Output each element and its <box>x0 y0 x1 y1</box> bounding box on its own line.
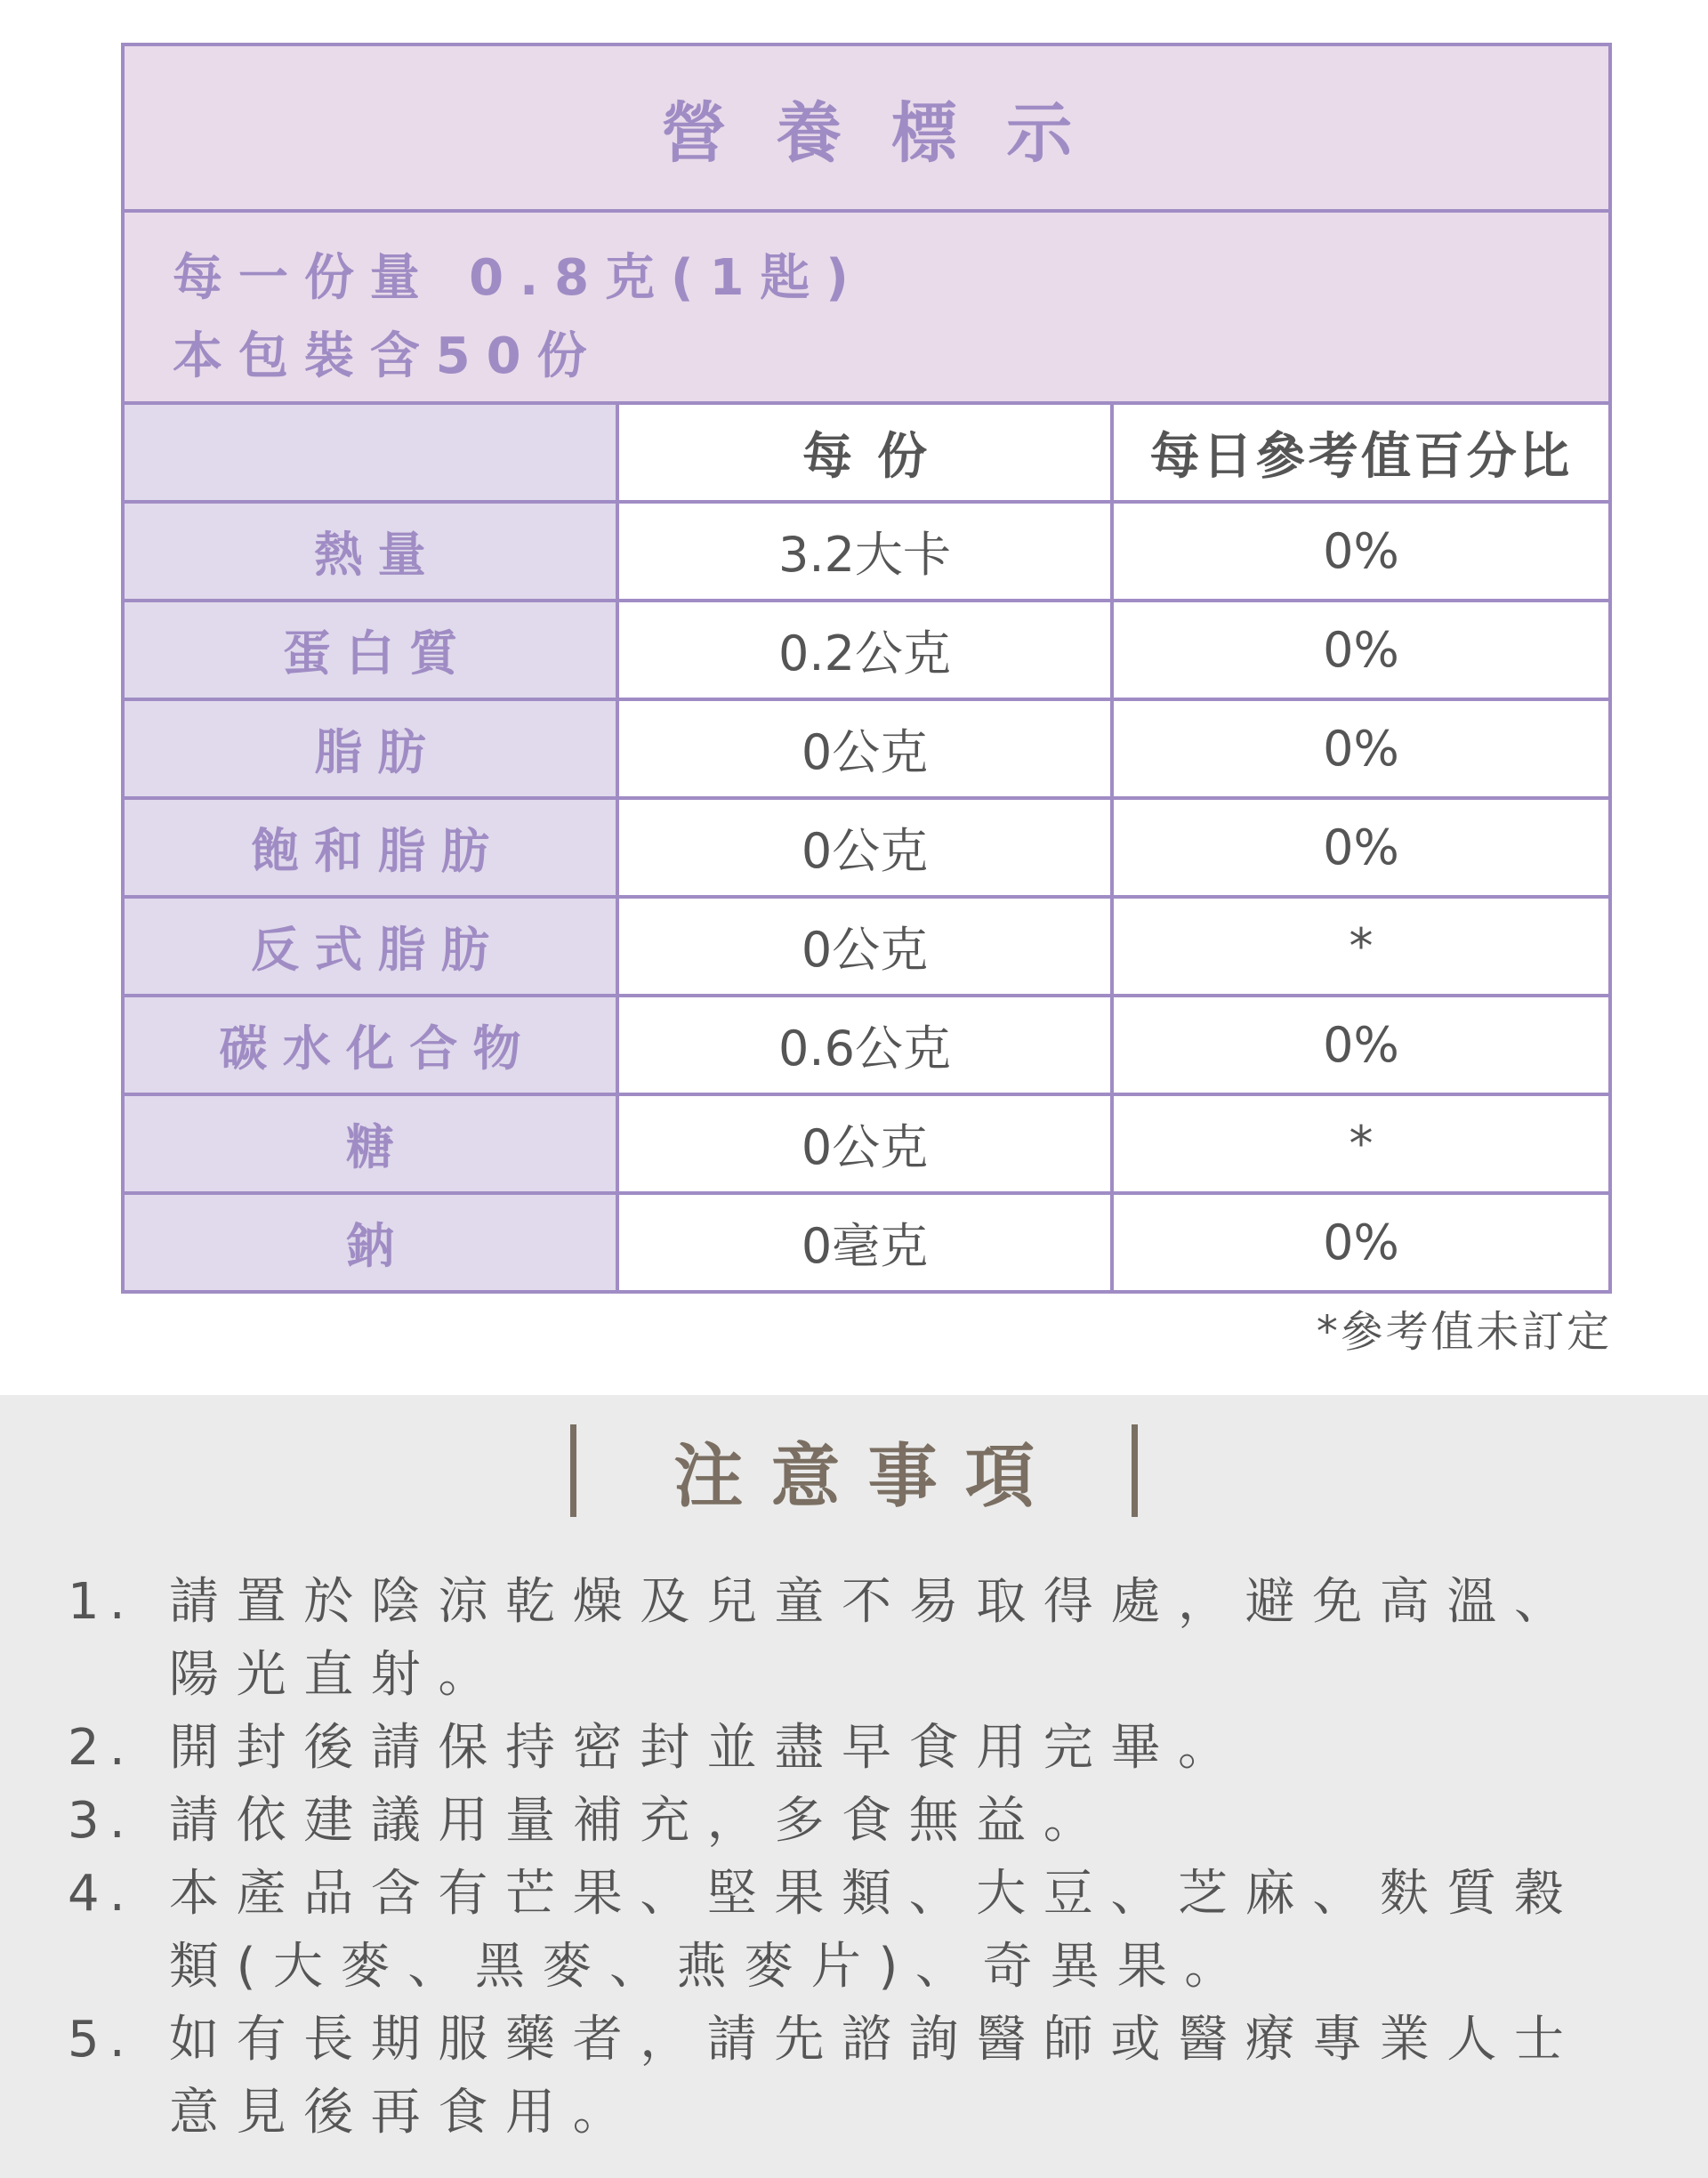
notes-heading <box>0 1424 1708 1518</box>
serving-info <box>125 213 1608 405</box>
nutrient-name: 鈉 <box>125 1195 619 1290</box>
header-blank <box>125 405 619 504</box>
nutrient-value: 0公克 <box>619 701 1114 800</box>
list-item <box>68 1785 1633 1858</box>
note-text: 如有長期服藥者，請先諮詢醫師或醫療專業人士意見後再食用。 <box>169 2011 1582 2142</box>
nutrient-percent: * <box>1114 899 1608 997</box>
note-number: 1. <box>68 1573 135 1631</box>
list-item <box>68 1858 1633 2004</box>
nutrient-name: 脂肪 <box>125 701 619 800</box>
note-number: 4. <box>68 1865 135 1923</box>
nutrition-table <box>121 43 1612 1294</box>
nutrition-grid <box>125 405 1608 1290</box>
nutrient-percent: 0% <box>1114 602 1608 701</box>
list-item <box>68 1712 1633 1785</box>
nutrient-percent: * <box>1114 1096 1608 1195</box>
list-item <box>68 1566 1633 1712</box>
note-number: 3. <box>68 1792 135 1850</box>
nutrient-value: 0.2公克 <box>619 602 1114 701</box>
heading-right-bar <box>1132 1424 1138 1517</box>
note-number: 5. <box>68 2011 135 2069</box>
header-per-serving: 每份 <box>619 405 1114 504</box>
note-text: 本產品含有芒果、堅果類、大豆、芝麻、麩質穀類(大麥、黑麥、燕麥片)、奇異果。 <box>169 1865 1582 1996</box>
nutrient-value: 0毫克 <box>619 1195 1114 1290</box>
nutrient-name: 飽和脂肪 <box>125 800 619 899</box>
nutrient-name: 蛋白質 <box>125 602 619 701</box>
nutrient-name: 糖 <box>125 1096 619 1195</box>
header-daily-percent: 每日參考值百分比 <box>1114 405 1608 504</box>
note-text: 請依建議用量補充，多食無益。 <box>169 1792 1111 1850</box>
nutrition-title: 營養標示 <box>125 46 1608 213</box>
nutrient-value: 3.2大卡 <box>619 504 1114 602</box>
nutrient-value: 0公克 <box>619 899 1114 997</box>
nutrient-value: 0.6公克 <box>619 997 1114 1096</box>
nutrient-value: 0公克 <box>619 1096 1114 1195</box>
servings-per-package: 本包裝含50份 <box>173 327 603 385</box>
notes-list <box>68 1566 1633 2150</box>
serving-size: 每一份量 0.8克(1匙) <box>173 249 865 307</box>
nutrient-value: 0公克 <box>619 800 1114 899</box>
note-text: 開封後請保持密封並盡早食用完畢。 <box>169 1719 1245 1777</box>
notes-title: 注意事項 <box>673 1437 1062 1517</box>
nutrient-name: 碳水化合物 <box>125 997 619 1096</box>
list-item <box>68 2004 1633 2150</box>
heading-left-bar <box>570 1424 576 1517</box>
nutrient-name: 反式脂肪 <box>125 899 619 997</box>
note-number: 2. <box>68 1719 135 1777</box>
nutrient-percent: 0% <box>1114 1195 1608 1290</box>
note-text: 請置於陰涼乾燥及兒童不易取得處，避免高溫、陽光直射。 <box>169 1573 1582 1704</box>
nutrient-percent: 0% <box>1114 800 1608 899</box>
reference-footnote: *參考值未訂定 <box>1316 1307 1612 1357</box>
nutrient-percent: 0% <box>1114 701 1608 800</box>
nutrient-percent: 0% <box>1114 997 1608 1096</box>
nutrient-name: 熱量 <box>125 504 619 602</box>
nutrient-percent: 0% <box>1114 504 1608 602</box>
